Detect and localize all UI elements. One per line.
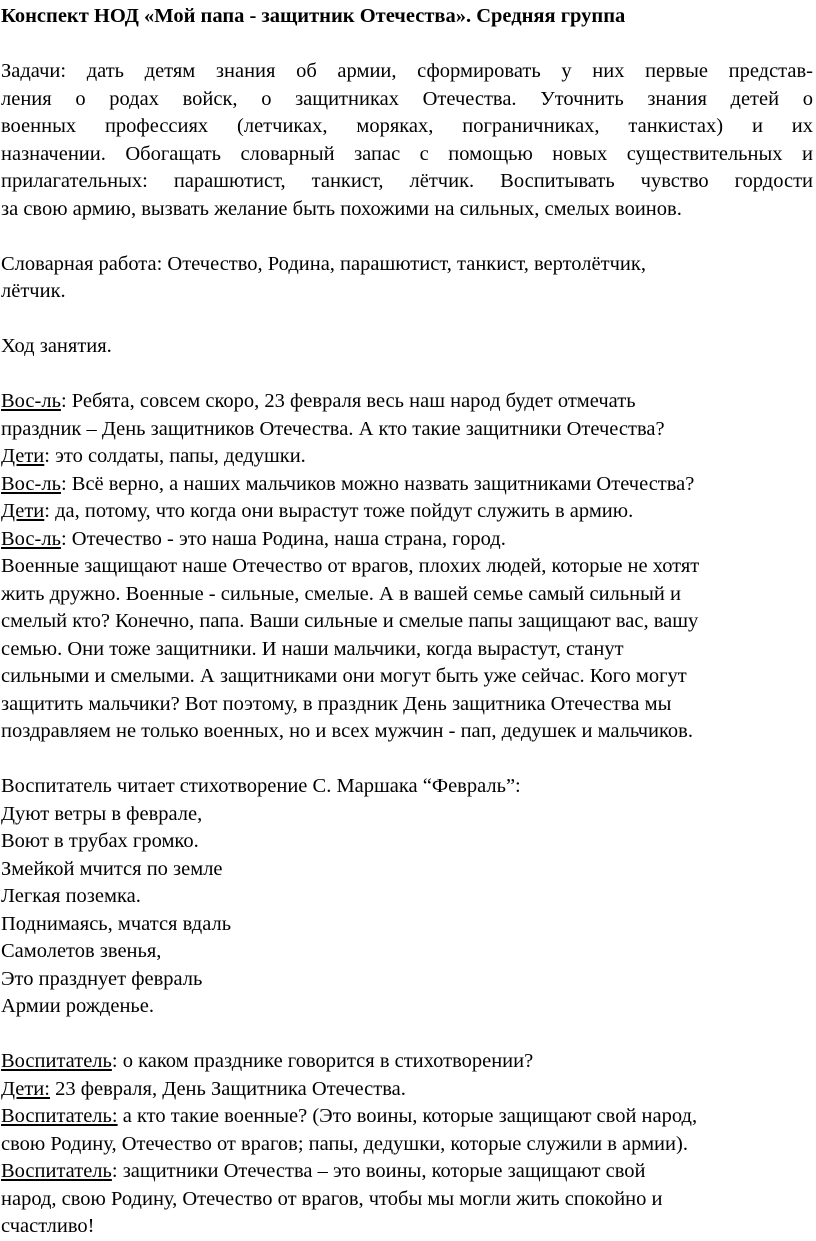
lesson-heading: Ход занятия. [1,335,112,357]
utterance-text: : да, потому, что когда они вырастут тоже пойдут служить в армию. [44,500,634,522]
speaker-label: Дети [1,500,45,522]
speaker-label: Вос-ль [1,472,61,495]
speaker-label: Воспитатель [1,1050,112,1072]
dialogue-line [1,1158,816,1186]
dialogue-line [1,581,816,609]
poem-line: Это празднует февраль [1,967,203,990]
poem-line: Самолетов звенья, [1,940,162,962]
dialogue-line [1,1131,816,1159]
utterance-text: : Отечество - это наша Родина, наша страна, город. [60,527,506,550]
dialogue-line [1,388,816,416]
tasks-line: Задачи: дать детям знания об армии, сформировать у них первые представ- [1,60,813,82]
speaker-label: Дети [1,445,45,467]
dialogue-line [1,663,816,691]
dialogue-line [1,416,816,444]
dialogue-line [1,1076,816,1104]
poem-line: Дуют ветры в феврале, [1,802,203,825]
spacer [1,31,816,59]
tasks-line: прилагательных: парашютист, танкист, лётчик. Воспитывать чувство гордости [1,170,813,192]
speaker-label: Вос-ль [1,527,61,550]
poem-intro: Воспитатель читает стихотворение С. Маршака “Февраль”: [1,775,521,797]
utterance-text: смелый кто? Конечно, папа. Ваши сильные и смелые папы защищают вас, вашу [1,610,699,632]
utterance-text: сильными и смелыми. А защитниками они могут быть уже сейчас. Кого могут [1,665,687,687]
spacer [1,746,816,774]
utterance-text: : о каком празднике говорится в стихотворении? [111,1050,534,1072]
tasks-line: ления о родах войск, о защитниках Отечества. Уточнить знания детей о [1,87,813,110]
poem-line: Змейкой мчится по земле [1,857,223,880]
utterance-text: защитить мальчики? Вот поэтому, в праздник День защитника Отечества мы [1,692,672,715]
utterance-text: 23 февраля, День Защитника Отечества. [49,1077,406,1100]
spacer [1,1021,816,1049]
utterance-text: : Всё верно, а наших мальчиков можно назвать защитниками Отечества? [60,472,695,495]
poem-line: Воют в трубах громко. [1,830,199,852]
tasks-line: военных профессиях (летчиках, моряках, пограничниках, танкистах) и их [1,115,813,137]
utterance-text: Военные защищают наше Отечество от врагов, плохих людей, которые не хотят [1,555,700,577]
dialogue-line [1,1048,816,1076]
spacer [1,361,816,389]
dialogue-line [1,498,816,526]
dialogue-line [1,471,816,499]
speaker-label: Дети: [1,1077,50,1100]
utterance-text: : это солдаты, папы, дедушки. [44,445,306,467]
dialogue-line [1,443,816,471]
dialogue-line [1,1186,816,1214]
spacer [1,223,816,251]
dialogue-line [1,1213,816,1241]
utterance-text: поздравляем не только военных, но и всех мужчин - пап, дедушек и мальчиков. [1,720,693,742]
tasks-paragraph [1,58,816,223]
tasks-line: назначении. Обогащать словарный запас с помощью новых существительных и [1,142,813,165]
dialogue-line [1,718,816,746]
document-title: Конспект НОД «Мой папа - защитник Отечества». Средняя группа [1,5,626,27]
poem-line: Поднимаясь, мчатся вдаль [1,912,232,935]
dialogue-section-1 [1,388,816,746]
vocabulary-paragraph [1,251,816,306]
dialogue-line [1,1103,816,1131]
dialogue-line [1,553,816,581]
spacer [1,306,816,334]
utterance-text: семью. Они тоже защитники. И наши мальчики, когда вырастут, станут [1,637,624,660]
poem-line: Легкая поземка. [1,885,141,907]
utterance-text: счастливо! [1,1215,95,1237]
dialogue-line [1,526,816,554]
poem [1,801,816,1021]
dialogue-section-2 [1,1048,816,1241]
utterance-text: свою Родину, Отечество от врагов; папы, дедушки, которые служили в армии). [1,1132,688,1155]
vocabulary-line: Словарная работа: Отечество, Родина, парашютист, танкист, вертолётчик, [1,252,646,275]
speaker-label: Воспитатель: [1,1105,118,1127]
poem-line: Армии рожденье. [1,995,155,1017]
utterance-text: : Ребята, совсем скоро, 23 февраля весь наш народ будет отмечать [60,390,636,412]
dialogue-line [1,608,816,636]
utterance-text: а кто такие военные? (Это воины, которые защищают свой народ, [117,1105,698,1127]
utterance-text: жить дружно. Военные - сильные, смелые. А в вашей семье самый сильный и [1,582,681,605]
dialogue-line [1,636,816,664]
speaker-label: Воспитатель [1,1160,112,1182]
tasks-line: за свою армию, вызвать желание быть похожими на сильных, смелых воинов. [1,197,682,220]
utterance-text: народ, свою Родину, Отечество от врагов, чтобы мы могли жить спокойно и [1,1187,663,1210]
utterance-text: праздник – День защитников Отечества. А кто такие защитники Отечества? [1,417,665,440]
dialogue-line [1,691,816,719]
speaker-label: Вос-ль [1,390,61,412]
vocabulary-line: лётчик. [1,280,66,302]
utterance-text: : защитники Отечества – это воины, которые защищают свой [111,1160,646,1182]
